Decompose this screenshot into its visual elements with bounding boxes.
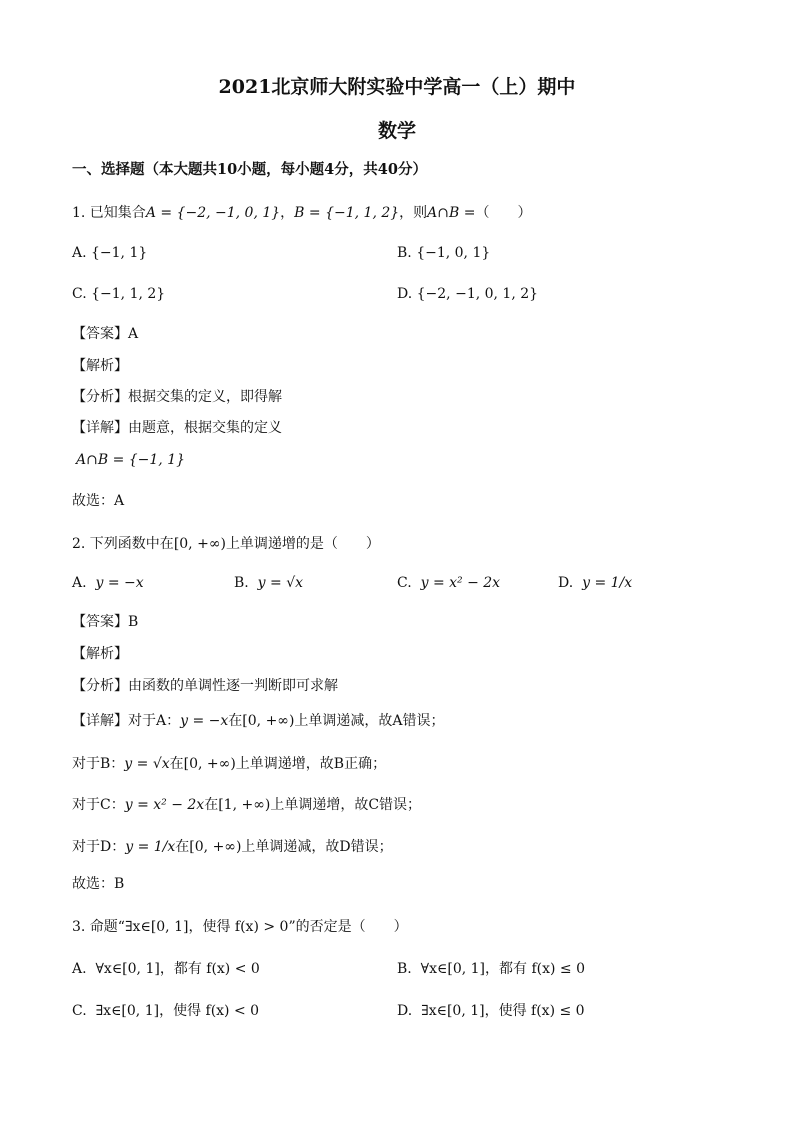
question-3-stem: 3. 命题“∃x∈[0, 1]，使得 f(x) > 0”的否定是（ ） xyxy=(72,919,408,935)
detail-mid: 在 xyxy=(228,713,243,729)
q1-blank: （ ） xyxy=(475,205,532,221)
detail-tail: 上单调递增，故C错误； xyxy=(270,797,422,813)
q2-prefix: 2. 下列函数中在 xyxy=(72,536,174,552)
detail-tail: 上单调递减，故D错误； xyxy=(241,839,393,855)
fenxi-text: 由函数的单调性逐一判断即可求解 xyxy=(128,678,338,694)
option-letter: B. xyxy=(234,575,249,591)
q2-analysis-label: 【解析】 xyxy=(72,646,128,662)
q1-set-a: A = {−2, −1, 0, 1} xyxy=(145,205,281,221)
q3-option-b xyxy=(397,958,585,978)
question-2-stem xyxy=(72,533,380,553)
option-value: y = √x xyxy=(257,575,304,591)
q1-option-c xyxy=(72,286,165,302)
fenxi-label: 【分析】 xyxy=(72,389,128,405)
option-value: y = 1/x xyxy=(582,575,633,591)
q1-prefix: 1. 已知集合 xyxy=(72,205,146,221)
q3-option-a xyxy=(72,958,260,978)
q1-choose: 故选：A xyxy=(72,493,125,509)
q2-suffix: 上单调递增的是（ ） xyxy=(225,536,380,552)
option-letter: B. xyxy=(397,961,412,977)
q3-option-d xyxy=(397,1000,585,1020)
detail-lead: 对于C： xyxy=(72,797,125,813)
q1-fenxi xyxy=(72,386,282,406)
q2-fenxi xyxy=(72,675,338,695)
q2-detail-c xyxy=(72,794,421,814)
q2-option-c xyxy=(397,575,500,591)
q3-option-c xyxy=(72,1000,259,1020)
q2-answer xyxy=(72,611,138,631)
q2-detail-a xyxy=(72,710,445,730)
fenxi-text: 根据交集的定义，即得解 xyxy=(128,389,282,405)
answer-value: B xyxy=(128,614,139,630)
option-value: ∃x∈[0, 1]，使得 f(x) ≤ 0 xyxy=(421,1003,585,1019)
detail-interval: [0, +∞) xyxy=(242,713,295,729)
option-letter: D. xyxy=(397,286,413,302)
q1-detail xyxy=(72,417,282,437)
q2-detail-b xyxy=(72,753,386,773)
q2-detail-d xyxy=(72,836,393,856)
option-value: ∀x∈[0, 1]，都有 f(x) < 0 xyxy=(95,961,260,977)
q1-then: ，则 xyxy=(399,205,428,221)
option-value: {−2, −1, 0, 1, 2} xyxy=(416,286,539,302)
option-letter: A. xyxy=(72,245,87,261)
document-title: 2021北京师大附实验中学高一（上）期中 xyxy=(218,76,576,98)
option-letter: B. xyxy=(397,245,412,261)
q1-set-b: B = {−1, 1, 2} xyxy=(294,205,400,221)
option-value: {−1, 1} xyxy=(91,245,148,261)
q2-choose: 故选：B xyxy=(72,876,125,892)
q2-option-b xyxy=(234,575,303,591)
detail-lead: 对于B： xyxy=(72,756,125,772)
option-value: ∀x∈[0, 1]，都有 f(x) ≤ 0 xyxy=(420,961,585,977)
detail-tail: 上单调递减，故A错误； xyxy=(294,713,445,729)
detail-lead: 对于D： xyxy=(72,839,126,855)
option-letter: C. xyxy=(72,1003,87,1019)
option-letter: D. xyxy=(558,575,574,591)
question-1-stem xyxy=(72,202,531,222)
detail-interval: [1, +∞) xyxy=(218,797,271,813)
detail-interval: [0, +∞) xyxy=(183,756,236,772)
q1-analysis-label: 【解析】 xyxy=(72,358,128,374)
option-letter: C. xyxy=(72,286,87,302)
option-value: {−1, 1, 2} xyxy=(91,286,166,302)
detail-mid: 在 xyxy=(175,839,190,855)
q1-option-d xyxy=(397,286,538,302)
detail-text: 由题意，根据交集的定义 xyxy=(128,420,282,436)
option-letter: D. xyxy=(397,1003,413,1019)
q2-option-d xyxy=(558,575,632,591)
answer-value: A xyxy=(128,326,139,342)
option-letter: C. xyxy=(397,575,412,591)
detail-function: y = √x xyxy=(124,756,170,772)
option-value: {−1, 0, 1} xyxy=(416,245,491,261)
option-value: y = x² − 2x xyxy=(420,575,501,591)
option-letter: A. xyxy=(72,575,87,591)
detail-mid: 在 xyxy=(204,797,219,813)
q1-option-b xyxy=(397,245,490,261)
q1-answer xyxy=(72,323,138,343)
detail-label: 【详解】 xyxy=(72,713,128,729)
detail-function: y = 1/x xyxy=(125,839,176,855)
option-value: y = −x xyxy=(95,575,144,591)
q1-option-a xyxy=(72,245,147,261)
detail-mid: 在 xyxy=(169,756,184,772)
q2-interval: [0, +∞) xyxy=(173,536,226,552)
detail-function: y = x² − 2x xyxy=(124,797,205,813)
option-letter: A. xyxy=(72,961,87,977)
detail-interval: [0, +∞) xyxy=(189,839,242,855)
detail-lead: 对于A： xyxy=(128,713,181,729)
q1-result: A∩B = {−1, 1} xyxy=(76,452,186,468)
detail-label: 【详解】 xyxy=(72,420,128,436)
document-subtitle: 数学 xyxy=(377,120,416,142)
fenxi-label: 【分析】 xyxy=(72,678,128,694)
q2-option-a xyxy=(72,575,144,591)
q1-comma: ， xyxy=(280,205,295,221)
detail-function: y = −x xyxy=(180,713,229,729)
detail-tail: 上单调递增，故B正确； xyxy=(235,756,387,772)
option-value: ∃x∈[0, 1]，使得 f(x) < 0 xyxy=(95,1003,260,1019)
answer-label: 【答案】 xyxy=(72,326,128,342)
q1-expression: A∩B = xyxy=(427,205,476,221)
answer-label: 【答案】 xyxy=(72,614,128,630)
section-heading: 一、选择题（本大题共10小题，每小题4分，共40分） xyxy=(72,161,427,178)
